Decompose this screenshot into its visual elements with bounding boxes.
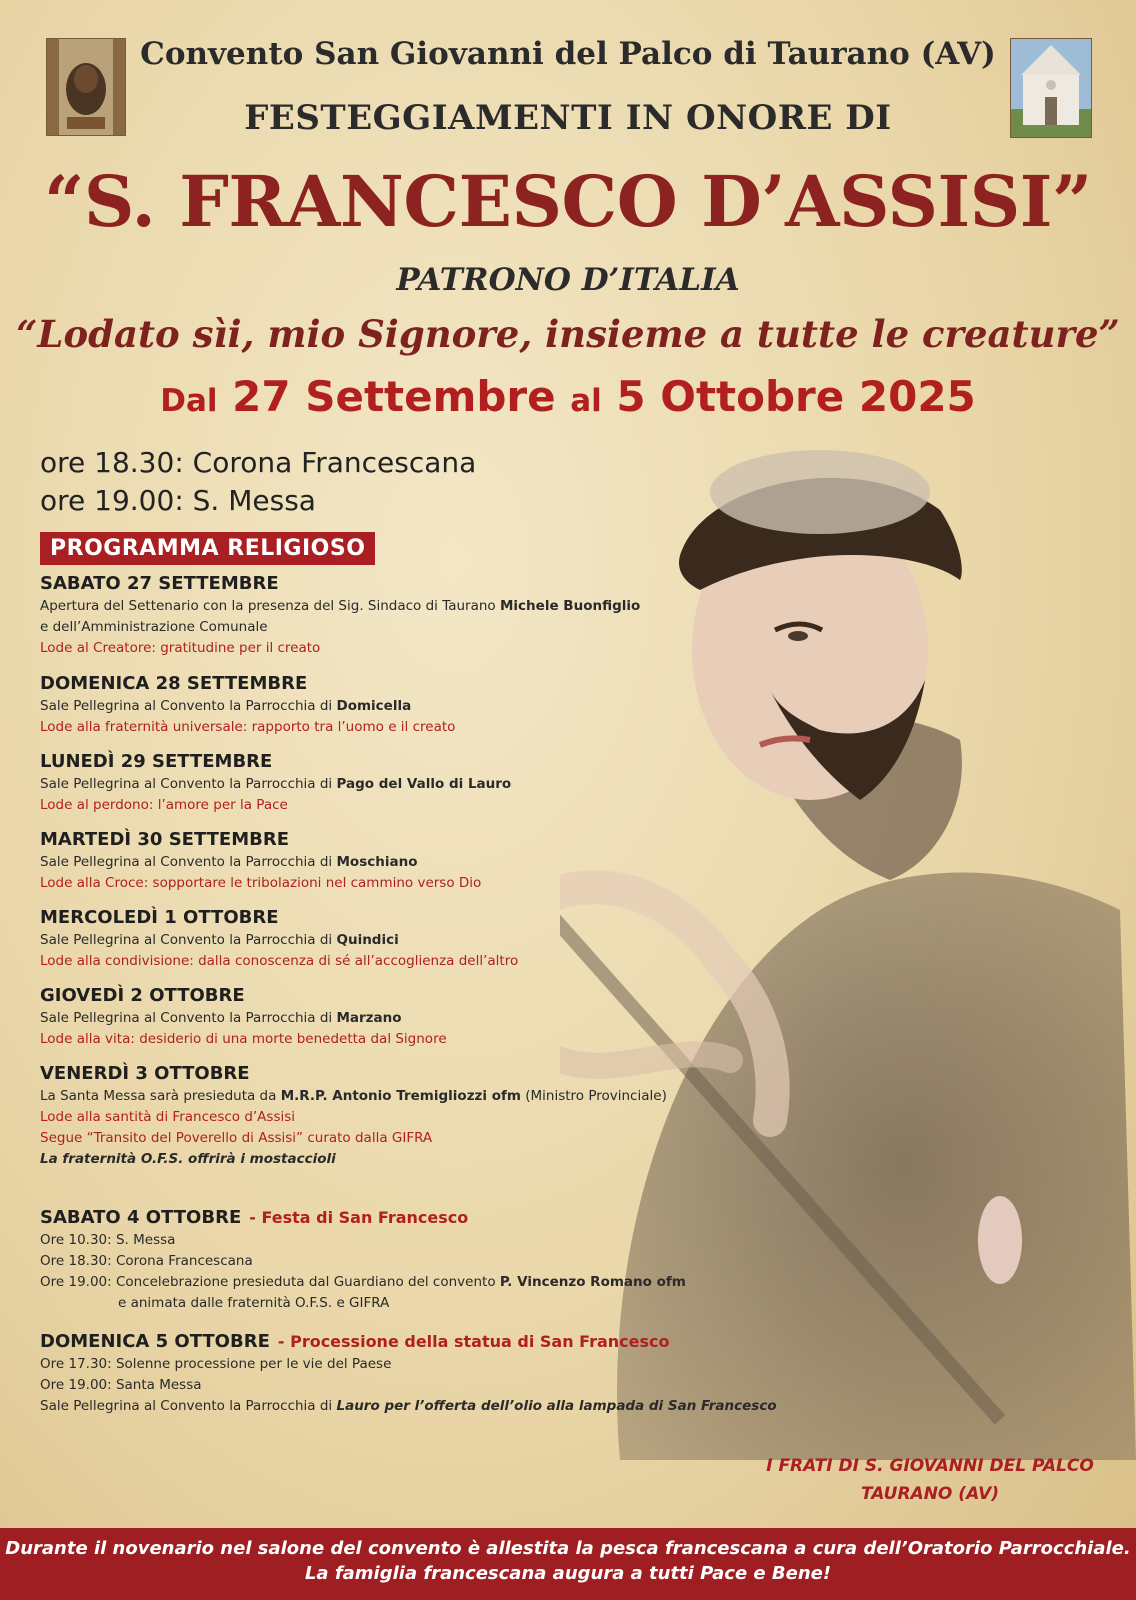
day-theme: Lode alla vita: desiderio di una morte benedetta dal Signore	[40, 1031, 447, 1047]
footer-line-2: La famiglia francescana augura a tutti Pace e Bene!	[304, 1563, 832, 1584]
day-note: La fraternità O.F.S. offrirà i mostaccioli	[40, 1151, 336, 1167]
day-title: MERCOLEDÌ 1 OTTOBRE	[40, 907, 279, 928]
daily-schedule-1: ore 18.30: Corona Francescana	[40, 446, 477, 479]
day-tag: - Processione della statua di San Francesco	[277, 1332, 670, 1351]
day-detail: Ore 17.30: Solenne processione per le vie del Paese	[40, 1356, 392, 1372]
date-range	[0, 372, 1136, 421]
day-detail: Ore 18.30: Corona Francescana	[40, 1253, 253, 1269]
day-detail: Ore 10.30: S. Messa	[40, 1232, 176, 1248]
day-detail: Sale Pellegrina al Convento la Parrocchia di Lauro per l’offerta dell’olio alla lampada di San Francesco	[40, 1398, 777, 1414]
motto: “Lodato sìi, mio Signore, insieme a tutte le creature”	[16, 312, 1120, 356]
day-detail: Apertura del Settenario con la presenza del Sig. Sindaco di Taurano Michele Buonfiglio	[40, 598, 641, 614]
date-end: 5 Ottobre 2025	[616, 372, 976, 421]
date-al: al	[570, 383, 602, 419]
festeggiamenti-heading: FESTEGGIAMENTI IN ONORE DI	[244, 98, 892, 138]
day-block	[40, 984, 780, 1050]
signature-line-2: TAURANO (AV)	[860, 1484, 1000, 1504]
day-detail: Sale Pellegrina al Convento la Parrocchia di Pago del Vallo di Lauro	[40, 776, 512, 792]
day-theme: Lode alla Croce: sopportare le tribolazioni nel cammino verso Dio	[40, 875, 482, 891]
footer-line-1: Durante il novenario nel salone del convento è allestita la pesca francescana a cura dell’Oratorio Parrocchiale.	[5, 1538, 1131, 1559]
day-title: DOMENICA 28 SETTEMBRE	[40, 673, 308, 694]
day-title: VENERDÌ 3 OTTOBRE	[40, 1063, 250, 1084]
program-badge: PROGRAMMA RELIGIOSO	[40, 532, 375, 565]
day-theme: Lode al perdono: l’amore per la Pace	[40, 797, 288, 813]
day-theme: Lode alla condivisione: dalla conoscenza di sé all’accoglienza dell’altro	[40, 953, 519, 969]
day-block	[40, 1330, 780, 1417]
day-title: MARTEDÌ 30 SETTEMBRE	[40, 829, 290, 850]
day-block	[40, 672, 780, 738]
day-theme: Lode al Creatore: gratitudine per il creato	[40, 640, 321, 656]
day-theme: Lode alla fraternità universale: rapporto tra l’uomo e il creato	[40, 719, 456, 735]
day-detail: Ore 19.00: Concelebrazione presieduta dal Guardiano del convento P. Vincenzo Romano ofm	[40, 1274, 686, 1290]
day-title: SABATO 4 OTTOBRE - Festa di San Francesco	[40, 1207, 469, 1228]
footer-banner	[0, 1528, 1136, 1600]
day-title: LUNEDÌ 29 SETTEMBRE	[40, 751, 273, 772]
day-block	[40, 1062, 780, 1170]
day-tag: - Festa di San Francesco	[249, 1208, 469, 1227]
day-detail: Ore 19.00: Santa Messa	[40, 1377, 202, 1393]
convento-heading: Convento San Giovanni del Palco di Taurano (AV)	[140, 36, 996, 72]
day-detail: e dell’Amministrazione Comunale	[40, 619, 268, 635]
signature-line-1: I FRATI DI S. GIOVANNI DEL PALCO	[766, 1456, 1094, 1476]
page-title: “S. FRANCESCO D’ASSISI”	[44, 160, 1092, 243]
day-title: DOMENICA 5 OTTOBRE - Processione della statua di San Francesco	[40, 1331, 670, 1352]
day-detail: Sale Pellegrina al Convento la Parrocchia di Moschiano	[40, 854, 418, 870]
day-block	[40, 1206, 780, 1314]
day-detail: e animata dalle fraternità O.F.S. e GIFRA	[118, 1295, 390, 1311]
date-start: 27 Settembre	[232, 372, 556, 421]
day-detail: Sale Pellegrina al Convento la Parrocchia di Marzano	[40, 1010, 402, 1026]
date-dal: Dal	[160, 383, 218, 419]
day-block	[40, 750, 780, 816]
day-detail: La Santa Messa sarà presieduta da M.R.P. Antonio Tremigliozzi ofm (Ministro Provinciale)	[40, 1088, 667, 1104]
day-detail: Sale Pellegrina al Convento la Parrocchia di Quindici	[40, 932, 399, 948]
day-block	[40, 906, 780, 972]
day-block	[40, 828, 780, 894]
subtitle: PATRONO D’ITALIA	[396, 262, 740, 298]
day-detail: Sale Pellegrina al Convento la Parrocchia di Domicella	[40, 698, 412, 714]
day-theme: Lode alla santità di Francesco d’Assisi	[40, 1109, 296, 1125]
day-block	[40, 572, 780, 659]
daily-schedule-2: ore 19.00: S. Messa	[40, 484, 316, 517]
day-theme: Segue “Transito del Poverello di Assisi” curato dalla GIFRA	[40, 1130, 433, 1146]
day-title: SABATO 27 SETTEMBRE	[40, 573, 279, 594]
day-title: GIOVEDÌ 2 OTTOBRE	[40, 985, 245, 1006]
